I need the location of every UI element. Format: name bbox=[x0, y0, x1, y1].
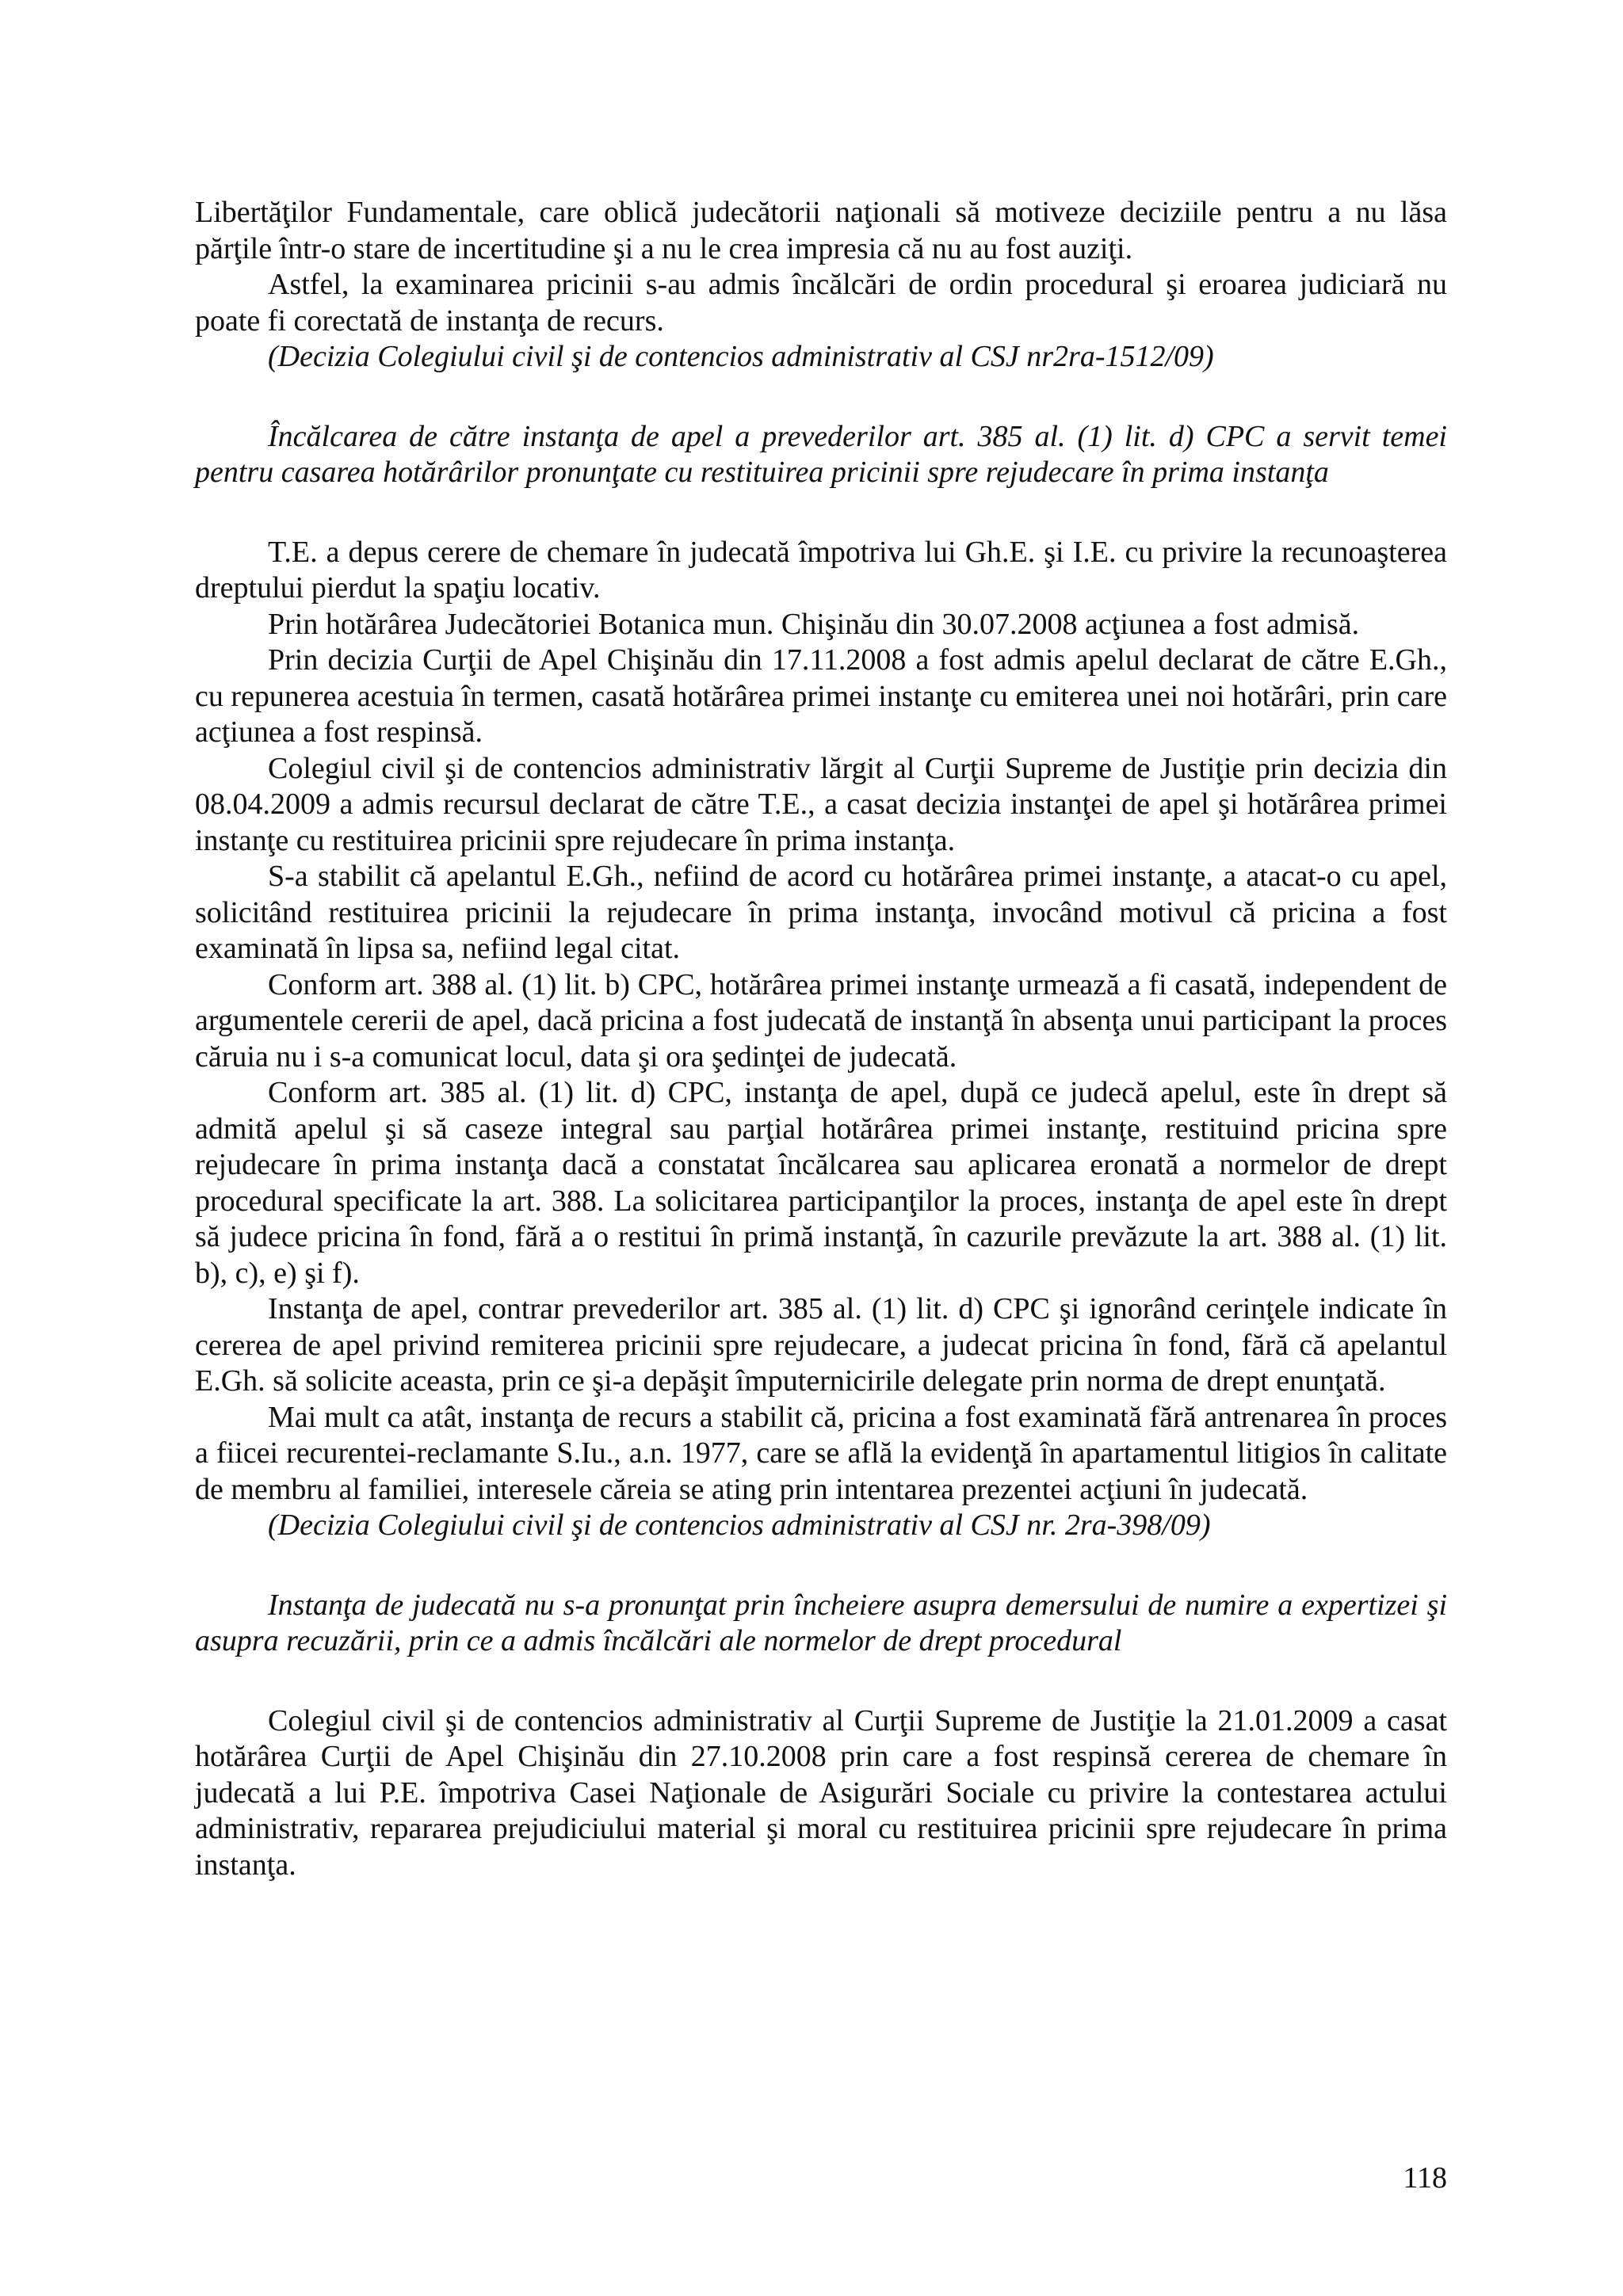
paragraph: Conform art. 388 al. (1) lit. b) CPC, hotărârea primei instanţe urmează a fi casată, independent de argumentele cererii de apel, dacă pricina a fost judecată de instanţă în absenţa unui participant la proces căruia nu i s-a comunicat locul, data şi ora şedinţei de judecată. bbox=[195, 967, 1447, 1074]
paragraph: S-a stabilit că apelantul E.Gh., nefiind de acord cu hotărârea primei instanţe, a atacat-o cu apel, solicitând restituirea pricinii la rejudecare în prima instanţa, invocând motivul că pricina a fost examinată în lipsa sa, nefiind legal citat. bbox=[195, 860, 1447, 965]
paragraph: Prin hotărârea Judecătoriei Botanica mun. Chişinău din 30.07.2008 acţiunea a fost admisă. bbox=[268, 607, 1360, 641]
paragraph: Conform art. 385 al. (1) lit. d) CPC, instanţa de apel, după ce judecă apelul, este în drept să admită apelul şi să caseze integral sau parţial hotărârea primei instanţe, restituind pricina spre rejudecare în prima instanţa dacă a constatat încălcarea sau aplicarea eronată a normelor de drept procedural specificate la art. 388. La solicitarea participanţilor la proces, instanţa de apel este în drept să judece pricina în fond, fără a o restitui în primă instanţă, în cazurile prevăzute la art. 388 al. (1) lit. b), c), e) şi f). bbox=[195, 1076, 1447, 1290]
section-heading: Încălcarea de către instanţa de apel a prevederilor art. 385 al. (1) lit. d) CPC a servit temei pentru casarea hotărârilor pronunţate cu restituirea pricinii spre rejudecare în prima instanţa bbox=[195, 419, 1447, 489]
paragraph: Astfel, la examinarea pricinii s-au admis încălcări de ordin procedural şi eroarea judiciară nu poate fi corectată de instanţa de recurs. bbox=[195, 268, 1447, 338]
spacer bbox=[195, 1544, 1447, 1588]
citation: (Decizia Colegiului civil şi de contencios administrativ al CSJ nr. 2ra-398/09) bbox=[268, 1508, 1211, 1542]
page-number: 118 bbox=[1403, 2161, 1447, 2195]
paragraph: Instanţa de apel, contrar prevederilor art. 385 al. (1) lit. d) CPC şi ignorând cerinţele indicate în cererea de apel privind remiterea pricinii spre rejudecare, a judecat pricina în fond, fără că apelantul E.Gh. să solicite aceasta, prin ce şi-a depăşit împuternicirile delegate prin norma de drept enunţată. bbox=[195, 1292, 1447, 1398]
document-page bbox=[195, 195, 1447, 1883]
section-heading: Instanţa de judecată nu s-a pronunţat prin încheiere asupra demersului de numire a expertizei şi asupra recuzării, prin ce a admis încălcări ale normelor de drept procedural bbox=[195, 1588, 1447, 1657]
paragraph: Prin decizia Curţii de Apel Chişinău din 17.11.2008 a fost admis apelul declarat de către E.Gh., cu repunerea acestuia în termen, casată hotărârea primei instanţe cu emiterea unei noi hotărâri, prin care acţiunea a fost respinsă. bbox=[195, 643, 1447, 749]
citation: (Decizia Colegiului civil şi de contencios administrativ al CSJ nr2ra-1512/09) bbox=[268, 340, 1214, 373]
spacer bbox=[195, 491, 1447, 535]
paragraph: Mai mult ca atât, instanţa de recurs a stabilit că, pricina a fost examinată fără antrenarea în proces a fiicei recurentei-reclamante S.Iu., a.n. 1977, care se află la evidenţă în apartamentul litigios în calitate de membru al familiei, interesele căreia se ating prin intentarea prezentei acţiuni în judecată. bbox=[195, 1400, 1447, 1506]
spacer bbox=[195, 1660, 1447, 1703]
paragraph: Colegiul civil şi de contencios administrativ al Curţii Supreme de Justiţie la 21.01.2009 a casat hotărârea Curţii de Apel Chişinău din 27.10.2008 prin care a fost respinsă cererea de chemare în judecată a lui P.E. împotriva Casei Naţionale de Asigurări Sociale cu privire la contestarea actului administrativ, repararea prejudiciului material şi moral cu restituirea pricinii spre rejudecare în prima instanţa. bbox=[195, 1703, 1447, 1882]
paragraph: T.E. a depus cerere de chemare în judecată împotriva lui Gh.E. şi I.E. cu privire la recunoaşterea dreptului pierdut la spaţiu locativ. bbox=[195, 535, 1447, 605]
spacer bbox=[195, 376, 1447, 419]
paragraph: Colegiul civil şi de contencios administrativ lărgit al Curţii Supreme de Justiţie prin decizia din 08.04.2009 a admis recursul declarat de către T.E., a casat decizia instanţei de apel şi hotărârea primei instanţe cu restituirea pricinii spre rejudecare în prima instanţa. bbox=[195, 751, 1447, 857]
paragraph: Libertăţilor Fundamentale, care oblică judecătorii naţionali să motiveze deciziile pentru a nu lăsa părţile într-o stare de incertitudine şi a nu le crea impresia că nu au fost auziţi. bbox=[195, 196, 1447, 265]
